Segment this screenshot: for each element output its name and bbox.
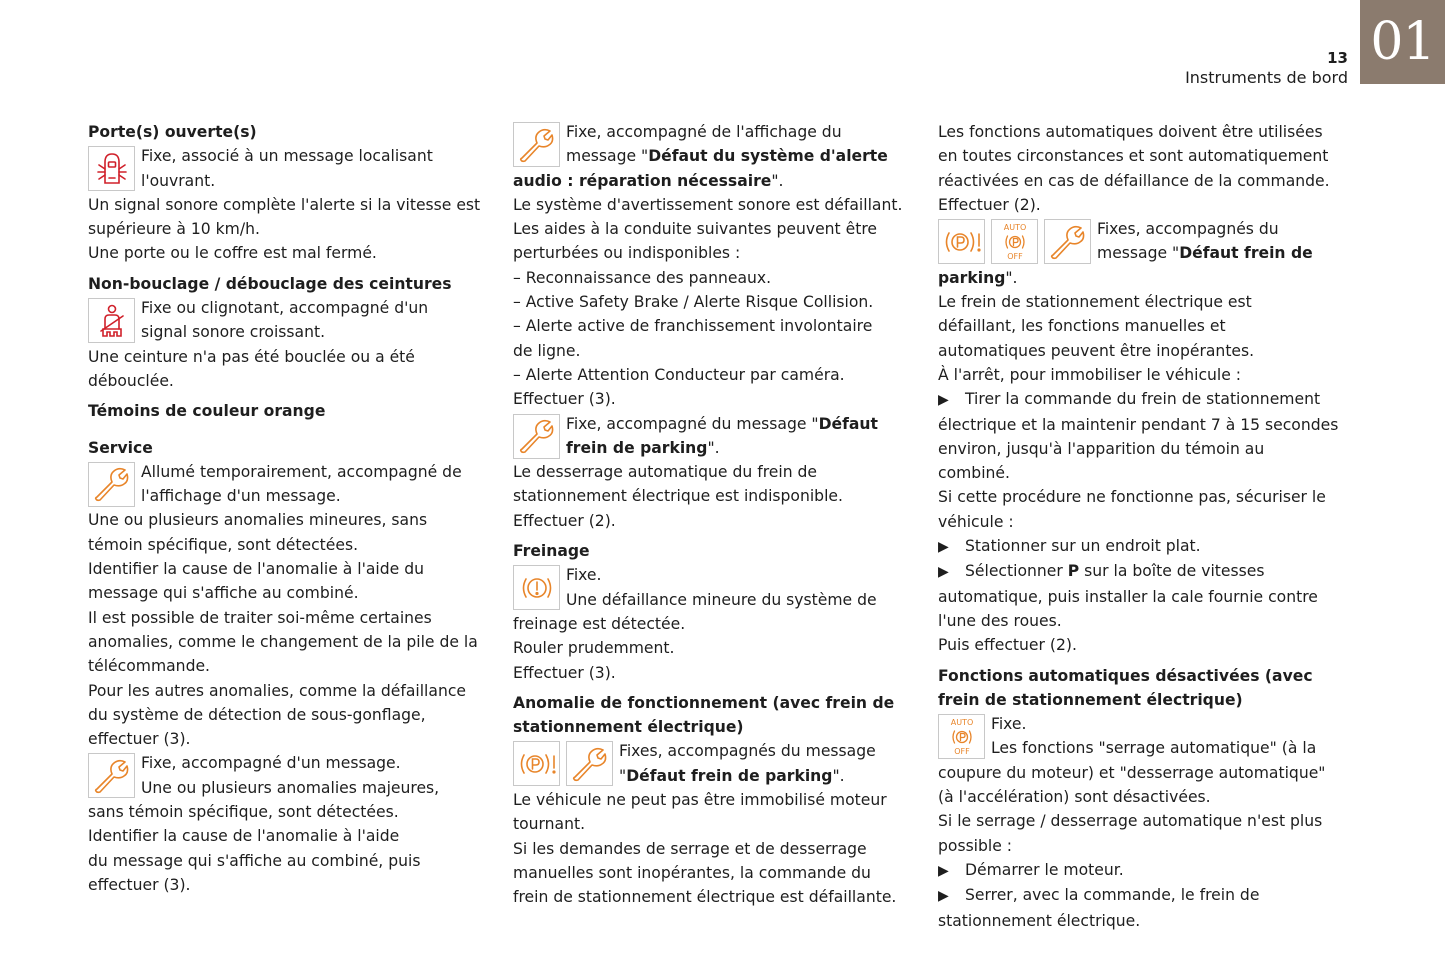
text: du message qui s'affiche au combiné, puis xyxy=(88,851,421,870)
text: Pour les autres anomalies, comme la défaillance xyxy=(88,681,466,700)
step: ▶ Stationner sur un endroit plat. xyxy=(938,534,1343,559)
text: véhicule : xyxy=(938,512,1014,531)
doors-warning xyxy=(88,144,488,193)
text: Fixe, accompagné du message "Défaut xyxy=(566,414,878,433)
column-3 xyxy=(938,120,1343,933)
heading-seatbelt: Non-bouclage / débouclage des ceintures xyxy=(88,274,452,293)
wrench-icon xyxy=(513,122,560,167)
section-title: Instruments de bord xyxy=(1185,68,1348,87)
wrench-icon xyxy=(566,741,613,786)
chapter-number: 01 xyxy=(1360,0,1445,84)
arrow-icon: ▶ xyxy=(938,862,949,879)
wrench-icon xyxy=(88,753,135,798)
list-item: – Active Safety Brake / Alerte Risque Collision. xyxy=(513,293,874,312)
parking-brake-warning xyxy=(513,412,913,461)
text: Puis effectuer (2). xyxy=(938,636,1077,655)
brake-warning-icon xyxy=(513,565,560,610)
heading-auto-off: Fonctions automatiques désactivées (avec xyxy=(938,666,1313,685)
svg-text:OFF: OFF xyxy=(1006,251,1023,261)
malfunction-warning xyxy=(513,739,913,788)
text: environ, jusqu'à l'apparition du témoin au xyxy=(938,439,1265,458)
text: Fixe, accompagné de l'affichage du xyxy=(566,123,842,141)
arrow-icon: ▶ xyxy=(938,392,949,409)
text: (à l'accélération) sont désactivées. xyxy=(938,788,1211,807)
text: Une défaillance mineure du système de xyxy=(566,590,877,609)
door-open-icon xyxy=(88,146,135,191)
text: en toutes circonstances et sont automatiquement xyxy=(938,147,1329,166)
step: ▶ Sélectionner P sur la boîte de vitesses xyxy=(938,559,1343,584)
service-warning xyxy=(88,460,488,509)
text: Une ceinture n'a pas été bouclée ou a été xyxy=(88,347,415,366)
text: Fixe, accompagné d'un message. xyxy=(141,754,401,773)
text: Les fonctions automatiques doivent être utilisées xyxy=(938,123,1323,141)
text: Fixe. xyxy=(566,566,602,585)
text: Une ou plusieurs anomalies mineures, sans xyxy=(88,511,428,530)
text: Identifier la cause de l'anomalie à l'aide xyxy=(88,827,400,846)
text: débouclée. xyxy=(88,371,174,390)
text: message qui s'affiche au combiné. xyxy=(88,584,359,603)
text: manuelles sont inopérantes, la commande du xyxy=(513,863,871,882)
seatbelt-warning xyxy=(88,296,488,345)
wrench-icon xyxy=(513,414,560,459)
text: sans témoin spécifique, sont détectées. xyxy=(88,803,399,822)
text: Effectuer (3). xyxy=(513,663,616,682)
arrow-icon: ▶ xyxy=(938,539,949,556)
text: frein de stationnement électrique est défaillante. xyxy=(513,888,897,907)
svg-text:AUTO: AUTO xyxy=(1003,222,1026,232)
text: Les fonctions "serrage automatique" (à la xyxy=(991,739,1317,758)
text: signal sonore croissant. xyxy=(141,323,326,342)
wrench-icon xyxy=(88,462,135,507)
text: possible : xyxy=(938,836,1013,855)
text: frein de parking". xyxy=(566,438,720,457)
text: Fixes, accompagnés du xyxy=(1097,220,1279,239)
svg-text:OFF: OFF xyxy=(953,746,970,756)
text: freinage est détectée. xyxy=(513,614,686,633)
text: supérieure à 10 km/h. xyxy=(88,220,260,239)
list-item: – Reconnaissance des panneaux. xyxy=(513,268,772,287)
heading-malfunction-cont: stationnement électrique) xyxy=(513,718,744,737)
text: automatiques peuvent être inopérantes. xyxy=(938,341,1255,360)
text: Le frein de stationnement électrique est xyxy=(938,293,1252,312)
text: témoin spécifique, sont détectées. xyxy=(88,535,359,554)
step: ▶ Démarrer le moteur. xyxy=(938,858,1343,883)
text: effectuer (3). xyxy=(88,875,191,894)
parking-brake-fault-icon xyxy=(938,219,985,264)
auto-park-off-icon xyxy=(991,219,1038,264)
text: Si le serrage / desserrage automatique n'est plus xyxy=(938,812,1323,831)
column-2 xyxy=(513,120,913,910)
parking-fault-warning xyxy=(938,217,1343,266)
text: Le système d'avertissement sonore est défaillant. xyxy=(513,195,903,214)
text: Rouler prudemment. xyxy=(513,639,675,658)
text: Un signal sonore complète l'alerte si la vitesse est xyxy=(88,195,481,214)
text: Le véhicule ne peut pas être immobilisé moteur xyxy=(513,791,887,810)
braking-warning xyxy=(513,563,913,612)
step: ▶ Tirer la commande du frein de stationnement xyxy=(938,387,1343,412)
text: stationnement électrique est indisponible. xyxy=(513,487,843,506)
text: électrique et la maintenir pendant 7 à 15 secondes xyxy=(938,415,1339,434)
text: coupure du moteur) et "desserrage automatique" xyxy=(938,763,1326,782)
auto-park-off-icon xyxy=(938,714,985,759)
text: tournant. xyxy=(513,815,586,834)
text: Il est possible de traiter soi-même certaines xyxy=(88,608,432,627)
heading-braking: Freinage xyxy=(513,542,590,561)
text: Si cette procédure ne fonctionne pas, sécuriser le xyxy=(938,488,1326,507)
heading-doors: Porte(s) ouverte(s) xyxy=(88,123,257,141)
svg-text:AUTO: AUTO xyxy=(950,717,973,727)
text: Effectuer (2). xyxy=(938,195,1041,214)
heading-service: Service xyxy=(88,438,153,457)
text: Fixes, accompagnés du message xyxy=(619,742,876,761)
step: ▶ Serrer, avec la commande, le frein de xyxy=(938,883,1343,908)
text: automatique, puis installer la cale fournie contre xyxy=(938,587,1318,606)
arrow-icon: ▶ xyxy=(938,888,949,905)
text: stationnement électrique. xyxy=(938,911,1141,930)
text: Effectuer (3). xyxy=(513,390,616,409)
text: l'une des roues. xyxy=(938,611,1062,630)
text: Si les demandes de serrage et de desserrage xyxy=(513,839,867,858)
text: Allumé temporairement, accompagné de xyxy=(141,462,462,481)
text: Fixe ou clignotant, accompagné d'un xyxy=(141,299,429,318)
text: du système de détection de sous-gonflage, xyxy=(88,705,426,724)
column-1 xyxy=(88,120,488,897)
text: Fixe. xyxy=(991,715,1027,734)
text: Fixe, associé à un message localisant xyxy=(141,147,433,166)
wrench-icon xyxy=(1044,219,1091,264)
text: audio : réparation nécessaire". xyxy=(513,171,784,190)
parking-brake-fault-icon xyxy=(513,741,560,786)
text: perturbées ou indisponibles : xyxy=(513,244,741,263)
text: parking". xyxy=(938,268,1018,287)
text: l'ouvrant. xyxy=(141,171,216,190)
text: Le desserrage automatique du frein de xyxy=(513,463,818,482)
text: combiné. xyxy=(938,464,1010,483)
text: message "Défaut du système d'alerte xyxy=(566,147,888,166)
page-number: 13 xyxy=(1327,49,1348,67)
text: Identifier la cause de l'anomalie à l'aide du xyxy=(88,560,424,579)
text: Effectuer (2). xyxy=(513,511,616,530)
text: réactivées en cas de défaillance de la commande. xyxy=(938,171,1330,190)
heading-orange-lights: Témoins de couleur orange xyxy=(88,402,326,421)
service-major-warning xyxy=(88,751,488,800)
heading-malfunction: Anomalie de fonctionnement (avec frein de xyxy=(513,693,895,712)
text: message "Défaut frein de xyxy=(1097,244,1313,263)
list-item: – Alerte Attention Conducteur par caméra. xyxy=(513,365,845,384)
text: défaillant, les fonctions manuelles et xyxy=(938,317,1226,336)
text: "Défaut frein de parking". xyxy=(619,766,845,785)
seatbelt-icon xyxy=(88,298,135,343)
text: l'affichage d'un message. xyxy=(141,487,341,506)
text: À l'arrêt, pour immobiliser le véhicule : xyxy=(938,365,1242,384)
text: effectuer (3). xyxy=(88,730,191,749)
text: Une porte ou le coffre est mal fermé. xyxy=(88,244,377,263)
audio-alert-warning xyxy=(513,120,913,169)
auto-off-warning xyxy=(938,712,1343,761)
arrow-icon: ▶ xyxy=(938,564,949,581)
text: télécommande. xyxy=(88,657,211,676)
text: Les aides à la conduite suivantes peuvent être xyxy=(513,220,878,239)
text: anomalies, comme le changement de la pile de la xyxy=(88,632,478,651)
heading-auto-off-cont: frein de stationnement électrique) xyxy=(938,690,1243,709)
text: Une ou plusieurs anomalies majeures, xyxy=(141,778,440,797)
list-item: de ligne. xyxy=(513,341,581,360)
list-item: – Alerte active de franchissement involontaire xyxy=(513,317,873,336)
